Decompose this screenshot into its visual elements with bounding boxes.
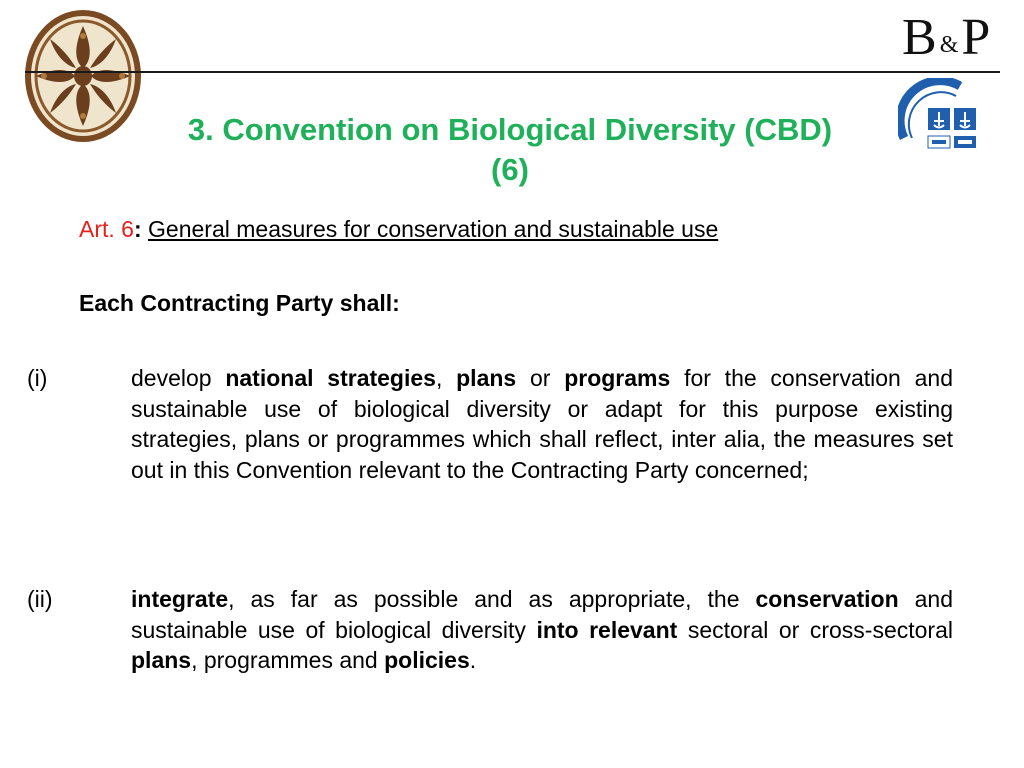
item-text: . (469, 647, 477, 673)
item-marker: (ii) (27, 586, 53, 612)
item-bold-text: plans (456, 365, 517, 391)
item-text: , programmes and (191, 647, 385, 673)
list-item-text (27, 584, 954, 676)
item-bold-text: programs (564, 365, 671, 391)
lead-sentence: Each Contracting Party shall: (79, 290, 400, 316)
header-divider (25, 71, 1000, 73)
item-text: , as far as possible and as appropriate, the (228, 586, 756, 612)
title-line-2: (6) (491, 152, 529, 187)
item-marker: (i) (27, 365, 48, 391)
list-item-text (27, 363, 953, 485)
iso-certification-badge-icon (898, 78, 986, 160)
item-text: or (516, 365, 565, 391)
article-heading (79, 214, 718, 244)
article-colon: : (133, 216, 142, 242)
item-bold-text: integrate (131, 586, 229, 612)
brand-ampersand: & (939, 32, 960, 58)
item-text: and sustainable use of biological diversity (131, 586, 954, 643)
item-text: sectoral or cross-sectoral (677, 616, 953, 643)
item-bold-text: conservation (755, 586, 899, 612)
brand-letter-p: P (961, 9, 992, 66)
item-text: for the conservation and sustainable use of biological diversity or adapt for this purpose existing strategies, plans or programmes which shall reflect, inter alia, the measures set out in this Convention relevant to the Contracting Party concerned; (131, 365, 953, 483)
item-text: develop (131, 365, 226, 391)
item-bold-text: plans (131, 647, 192, 673)
item-bold-text: into relevant (536, 616, 678, 643)
title-line-1: 3. Convention on Biological Diversity (CBD) (187, 112, 833, 147)
article-number: Art. 6 (79, 216, 134, 242)
list-item (27, 584, 954, 676)
brand-logo (902, 10, 991, 73)
article-subtitle: General measures for conservation and sustainable use (148, 216, 719, 242)
page-title (110, 110, 910, 190)
list-item (27, 363, 953, 485)
item-bold-text: national strategies (225, 365, 436, 391)
item-text: , (435, 365, 457, 391)
item-bold-text: policies (384, 647, 470, 673)
brand-letter-b: B (902, 9, 938, 66)
